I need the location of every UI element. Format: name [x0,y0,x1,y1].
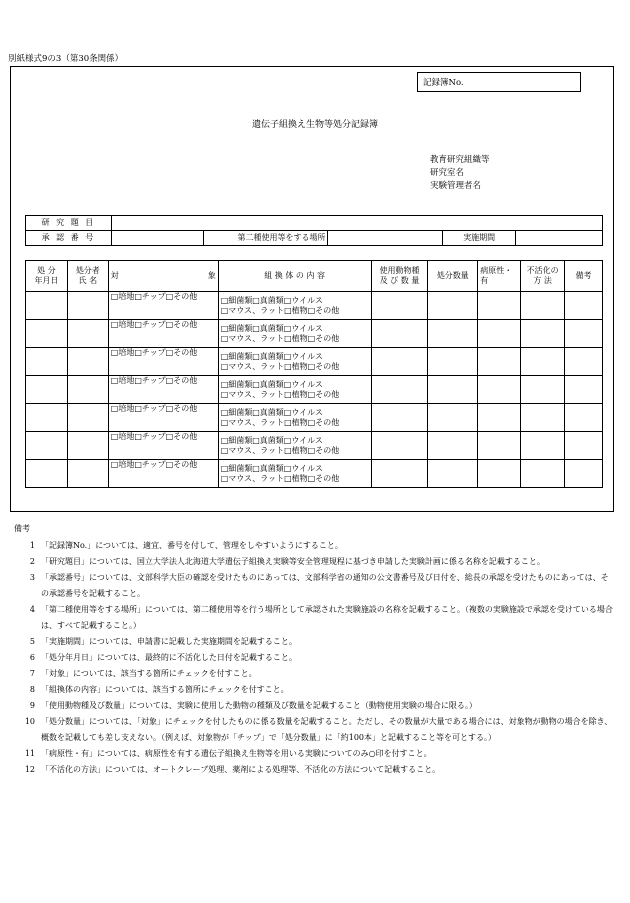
note-text: 「処分年月日」については、最終的に不活化した日付を記載すること。 [41,653,297,662]
note-text: 「第二種使用等をする場所」については、第二種使用等を行う場所として承認された実験施設の名称を記載すること。（複数の実験施設で承認を受けている場合は、すべて記載すること。） [41,605,613,630]
target-cell[interactable] [108,460,218,488]
header-target-left: 対 [110,271,119,280]
target-options[interactable]: □培地□チップ□その他 [110,404,198,413]
name-cell[interactable] [67,432,108,460]
quantity-cell[interactable] [428,460,478,488]
content-options-line1[interactable]: □細菌類□真菌類□ウイルス [220,463,323,473]
record-table-header [26,261,603,292]
name-cell[interactable] [67,376,108,404]
content-cell[interactable] [218,460,371,488]
record-table [25,260,603,488]
place-label: 第二種使用等をする場所 [203,231,328,246]
note-item [14,746,614,762]
note-text: 「使用動物種及び数量」については、実験に使用した動物の種類及び数量を記載すること（動物使用実験の場合に限る。） [41,701,477,710]
note-number: 6 [29,653,35,662]
name-cell[interactable] [67,292,108,320]
research-title-label: 研 究 題 目 [26,216,112,231]
content-options-line2[interactable]: □マウス、ラット□植物□その他 [220,305,340,315]
animal-cell[interactable] [371,348,428,376]
info-table [25,215,603,246]
header-pathogen: 病原性・ 有 [478,261,521,292]
pathogen-cell[interactable] [478,432,521,460]
note-number: 7 [29,669,35,678]
table-row [26,460,603,488]
note-text: 「組換体の内容」については、該当する箇所にチェックを付すこと。 [41,685,289,694]
pathogen-cell[interactable] [478,376,521,404]
record-rows [26,292,603,488]
table-row [26,320,603,348]
note-item [14,634,614,650]
date-cell[interactable] [26,292,68,320]
target-cell[interactable] [108,376,218,404]
note-text: 「処分数量」については、「対象」にチェックを付したものに係る数量を記載すること。ただし、その数量が大量である場合には、対象物が動物の場合を除き、概数を記載しても差し支えない。（例えば、対象物が「チップ」で「処分数量」に「約100本」と記載すること等を可とする。） [41,717,613,742]
notes-list [14,538,614,778]
note-text: 「不活化の方法」については、オートクレーブ処理、薬剤による処理等、不活化の方法について記載すること。 [41,765,441,774]
header-content: 組 換 体 の 内 容 [218,261,371,292]
table-row [26,292,603,320]
inactivation-cell[interactable] [521,320,565,348]
form-title: 遺伝子組換え生物等処分記録簿 [251,120,378,130]
manager-label: 実験管理者名 [430,181,482,191]
target-cell[interactable] [108,320,218,348]
name-cell[interactable] [67,320,108,348]
pathogen-cell[interactable] [478,460,521,488]
remarks-cell[interactable] [565,432,603,460]
approval-number-label: 承 認 番 号 [26,231,112,246]
header-remarks: 備考 [565,261,603,292]
inactivation-cell[interactable] [521,292,565,320]
content-cell[interactable] [218,404,371,432]
content-options-line2[interactable]: □マウス、ラット□植物□その他 [220,417,340,427]
target-cell[interactable] [108,432,218,460]
animal-cell[interactable] [371,460,428,488]
header-animal: 使用動物種 及 び 数 量 [371,261,428,292]
date-cell[interactable] [26,376,68,404]
date-cell[interactable] [26,432,68,460]
note-number: 1 [29,541,35,550]
date-cell[interactable] [26,460,68,488]
note-text: 「実施期間」については、申請書に記載した実施期間を記載すること。 [41,637,297,646]
note-number: 12 [24,765,35,774]
content-cell[interactable] [218,432,371,460]
note-number: 9 [29,701,35,710]
note-text: 「病原性・有」については、病原性を有する遺伝子組換え生物等を用いる実験についてのみ○印を付すこと。 [41,749,432,758]
content-options-line2[interactable]: □マウス、ラット□植物□その他 [220,473,340,483]
quantity-cell[interactable] [428,432,478,460]
note-item [14,698,614,714]
quantity-cell[interactable] [428,404,478,432]
table-row [26,348,603,376]
lab-label: 研究室名 [430,168,465,178]
note-number: 10 [24,717,35,726]
record-number-label: 記録簿No. [423,78,464,88]
note-text: 「対象」については、該当する箇所にチェックを付すこと。 [41,669,257,678]
pathogen-cell[interactable] [478,320,521,348]
pathogen-cell[interactable] [478,292,521,320]
content-options-line1[interactable]: □細菌類□真菌類□ウイルス [220,295,323,305]
note-item [14,666,614,682]
content-cell[interactable] [218,320,371,348]
target-cell[interactable] [108,292,218,320]
name-cell[interactable] [67,348,108,376]
note-item [14,538,614,554]
animal-cell[interactable] [371,404,428,432]
date-cell[interactable] [26,404,68,432]
remarks-cell[interactable] [565,404,603,432]
record-number-box[interactable] [417,72,581,92]
note-item [14,554,614,570]
header-name: 処分者 氏 名 [67,261,108,292]
date-cell[interactable] [26,320,68,348]
note-text: 「研究題目」については、国立大学法人北海道大学遺伝子組換え実験等安全管理規程に基づき申請した実験計画に係る名称を記載すること。 [41,557,545,566]
remarks-cell[interactable] [565,348,603,376]
quantity-cell[interactable] [428,320,478,348]
note-number: 4 [29,605,35,614]
period-field[interactable] [516,231,603,246]
header-quantity: 処分数量 [428,261,478,292]
target-options[interactable]: □培地□チップ□その他 [110,460,198,469]
content-cell[interactable] [218,292,371,320]
content-options-line1[interactable]: □細菌類□真菌類□ウイルス [220,435,323,445]
research-title-field[interactable] [111,216,602,231]
header-date: 処 分 年月日 [26,261,68,292]
note-item [14,762,614,778]
pathogen-cell[interactable] [478,404,521,432]
remarks-cell[interactable] [565,292,603,320]
target-options[interactable]: □培地□チップ□その他 [110,292,198,301]
content-options-line1[interactable]: □細菌類□真菌類□ウイルス [220,351,323,361]
animal-cell[interactable] [371,376,428,404]
table-row [26,376,603,404]
inactivation-cell[interactable] [521,460,565,488]
table-row [26,432,603,460]
note-item [14,570,614,602]
note-number: 11 [24,749,35,758]
inactivation-cell[interactable] [521,432,565,460]
animal-cell[interactable] [371,320,428,348]
quantity-cell[interactable] [428,348,478,376]
content-options-line2[interactable]: □マウス、ラット□植物□その他 [220,361,340,371]
table-row [26,404,603,432]
note-item [14,682,614,698]
quantity-cell[interactable] [428,292,478,320]
content-options-line2[interactable]: □マウス、ラット□植物□その他 [220,333,340,343]
date-cell[interactable] [26,348,68,376]
note-text: 「記録簿No.」については、適宜、番号を付して、管理をしやすいようにすること。 [41,541,343,550]
name-cell[interactable] [67,460,108,488]
approval-number-field[interactable] [111,231,203,246]
inactivation-cell[interactable] [521,348,565,376]
note-item [14,650,614,666]
header-target-right: 象 [207,271,216,280]
inactivation-cell[interactable] [521,376,565,404]
content-options-line1[interactable]: □細菌類□真菌類□ウイルス [220,323,323,333]
target-cell[interactable] [108,404,218,432]
remarks-cell[interactable] [565,320,603,348]
target-options[interactable]: □培地□チップ□その他 [110,320,198,329]
remarks-cell[interactable] [565,376,603,404]
content-cell[interactable] [218,348,371,376]
content-options-line2[interactable]: □マウス、ラット□植物□その他 [220,389,340,399]
note-text: 「承認番号」については、文部科学大臣の確認を受けたものにあっては、文部科学省の通知の公文書番号及び日付を、総長の承認を受けたものにあっては、その承認番号を記載すること。 [41,573,609,598]
remarks-cell[interactable] [565,460,603,488]
notes-section [14,521,614,778]
notes-heading: 備考 [14,524,30,533]
content-options-line1[interactable]: □細菌類□真菌類□ウイルス [220,379,323,389]
name-cell[interactable] [67,404,108,432]
animal-cell[interactable] [371,432,428,460]
form-label: 別紙様式9の3（第30条関係） [8,54,124,64]
content-cell[interactable] [218,376,371,404]
note-number: 2 [29,557,35,566]
pathogen-cell[interactable] [478,348,521,376]
org-label: 教育研究組織等 [430,155,490,165]
quantity-cell[interactable] [428,376,478,404]
note-number: 8 [29,685,35,694]
header-target [108,261,218,292]
note-item [14,602,614,634]
note-number: 5 [29,637,35,646]
note-item [14,714,614,746]
note-number: 3 [29,573,35,582]
target-options[interactable]: □培地□チップ□その他 [110,376,198,385]
header-inactivation: 不活化の 方 法 [521,261,565,292]
period-label: 実施期間 [443,231,516,246]
content-options-line2[interactable]: □マウス、ラット□植物□その他 [220,445,340,455]
place-field[interactable] [328,231,443,246]
content-options-line1[interactable]: □細菌類□真菌類□ウイルス [220,407,323,417]
inactivation-cell[interactable] [521,404,565,432]
target-options[interactable]: □培地□チップ□その他 [110,348,198,357]
target-cell[interactable] [108,348,218,376]
animal-cell[interactable] [371,292,428,320]
target-options[interactable]: □培地□チップ□その他 [110,432,198,441]
